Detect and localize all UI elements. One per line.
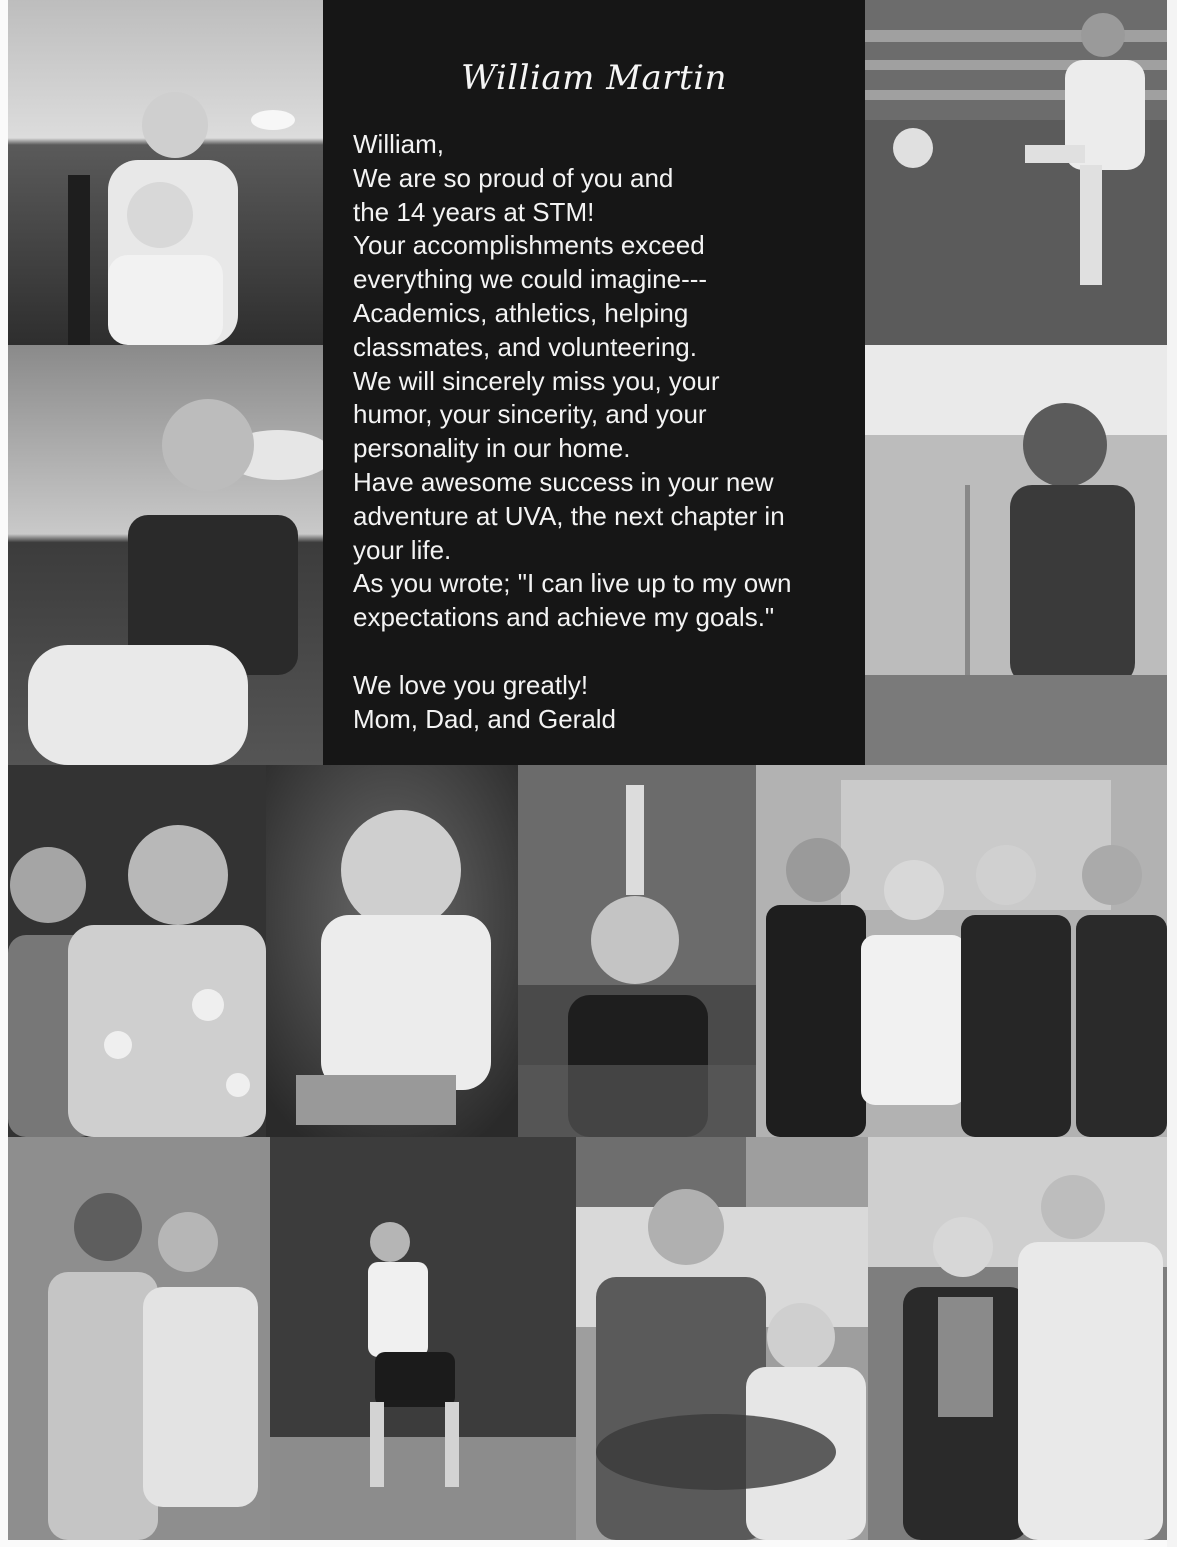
message-line: Your accomplishments exceed: [353, 230, 705, 261]
photo-sunglasses-suits: [868, 1137, 1167, 1540]
message-line: personality in our home.: [353, 433, 631, 464]
message-line: expectations and achieve my goals.": [353, 602, 775, 633]
closing-line: We love you greatly!: [353, 669, 589, 700]
message-line: We are so proud of you and: [353, 162, 674, 193]
page-edge: [1167, 0, 1177, 1547]
photo-life-jacket-boy: [8, 345, 323, 765]
photo-boat-steering: [865, 345, 1167, 765]
photo-sunset-brothers: [8, 0, 323, 345]
photo-trophy-medal: [518, 765, 756, 1137]
message-body: [353, 128, 858, 736]
photo-costumes: [8, 1137, 270, 1540]
photo-baby-sailor: [266, 765, 518, 1137]
message-line: humor, your sincerity, and your: [353, 399, 707, 430]
message-line: We will sincerely miss you, your: [353, 365, 720, 396]
photo-hawaiian-shirts: [8, 765, 266, 1137]
signature-line: Mom, Dad, and Gerald: [353, 703, 617, 734]
message-line: classmates, and volunteering.: [353, 331, 697, 362]
photo-family-group: [756, 765, 1167, 1137]
message-line: everything we could imagine---: [353, 264, 708, 295]
message-line: Academics, athletics, helping: [353, 297, 689, 328]
message-line: the 14 years at STM!: [353, 196, 595, 227]
message-line: your life.: [353, 534, 452, 565]
message-panel: [323, 0, 865, 765]
page-title: William Martin: [461, 58, 727, 98]
message-line: As you wrote; "I can live up to my own: [353, 568, 792, 599]
message-line: adventure at UVA, the next chapter in: [353, 500, 785, 531]
photo-tennis-court: [270, 1137, 576, 1540]
photo-soccer-kick: [865, 0, 1167, 345]
photo-lobster: [576, 1137, 868, 1540]
paragraph-gap: [353, 635, 858, 669]
message-line: William,: [353, 129, 444, 159]
message-line: Have awesome success in your new: [353, 466, 774, 497]
